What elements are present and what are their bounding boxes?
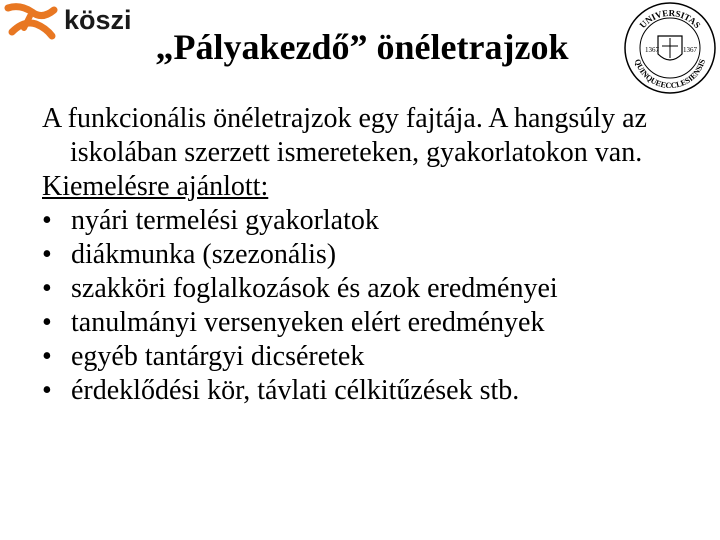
- slide-title: „Pályakezdő” önéletrajzok: [155, 27, 569, 67]
- intro-paragraph: A funkcionális önéletrajzok egy fajtája. A hangsúly az iskolában szerzett ismereteken, gyakorlatokon van.: [42, 103, 647, 168]
- svg-text:QUINQUEECCLESIENSIS: QUINQUEECCLESIENSIS: [632, 57, 708, 91]
- bullet-icon: •: [42, 239, 52, 270]
- slide-body: [42, 102, 692, 408]
- list-item-text: nyári termelési gyakorlatok: [71, 205, 379, 236]
- seal-year-left: 1367: [645, 46, 659, 54]
- bullet-icon: •: [42, 205, 52, 236]
- list-item-text: szakköri foglalkozások és azok eredményei: [71, 273, 558, 304]
- bullet-icon: •: [42, 273, 52, 304]
- bullet-icon: •: [42, 375, 52, 406]
- logo-text: köszi: [64, 5, 132, 35]
- list-item: [42, 340, 692, 374]
- svg-text:UNIVERSITAS: UNIVERSITAS: [637, 7, 703, 31]
- bullet-list: [42, 204, 692, 408]
- list-item-text: érdeklődési kör, távlati célkitűzések stb.: [71, 375, 520, 406]
- list-item-text: diákmunka (szezonális): [71, 239, 337, 270]
- list-item: [42, 238, 692, 272]
- highlight-heading: Kiemelésre ajánlott:: [42, 171, 269, 202]
- university-seal: [622, 0, 718, 96]
- bullet-icon: •: [42, 341, 52, 372]
- list-item: [42, 204, 692, 238]
- list-item: [42, 272, 692, 306]
- list-item-text: tanulmányi versenyeken elért eredmények: [71, 307, 545, 338]
- bullet-icon: •: [42, 307, 52, 338]
- list-item-text: egyéb tantárgyi dicséretek: [71, 341, 365, 372]
- seal-year-right: 1367: [683, 46, 697, 54]
- list-item: [42, 306, 692, 340]
- university-seal-icon: [622, 0, 718, 96]
- list-item: [42, 374, 692, 408]
